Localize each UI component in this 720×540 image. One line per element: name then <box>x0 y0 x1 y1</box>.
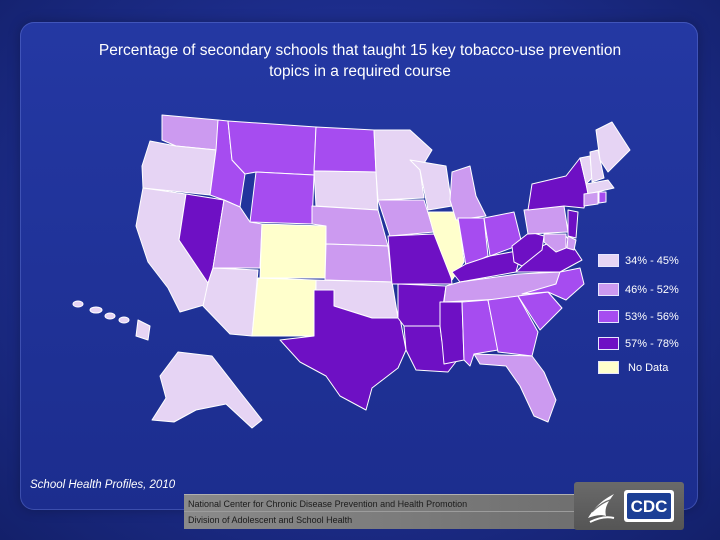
state-sd <box>314 171 378 210</box>
state-hi <box>73 301 150 340</box>
legend-label: No Data <box>628 361 669 374</box>
legend-item <box>598 310 679 323</box>
state-ny <box>528 158 588 210</box>
footer-divider <box>184 511 584 512</box>
title-line-2: topics in a required course <box>269 63 451 80</box>
legend-label: 57% - 78% <box>625 337 679 350</box>
state-nd <box>314 127 376 172</box>
state-ri <box>599 192 606 203</box>
legend-swatch <box>598 337 619 350</box>
legend-item <box>598 361 668 374</box>
footer-center-name: National Center for Chronic Disease Prevention and Health Promotion <box>188 499 468 509</box>
state-co <box>260 224 326 278</box>
logo-area <box>574 482 684 530</box>
legend-swatch <box>598 254 619 267</box>
state-ms <box>440 302 464 364</box>
source-citation: School Health Profiles, 2010 <box>30 479 176 491</box>
footer-division-name: Division of Adolescent and School Health <box>188 515 353 525</box>
state-az <box>203 268 258 336</box>
legend-label: 34% - 45% <box>625 254 679 267</box>
state-ak <box>152 352 262 428</box>
state-ar <box>398 284 446 326</box>
legend-item <box>598 283 679 296</box>
state-wy <box>250 172 314 224</box>
state-ia <box>378 200 434 236</box>
cdc-logo <box>574 482 684 530</box>
legend-label: 53% - 56% <box>625 310 679 323</box>
legend-swatch <box>598 310 619 323</box>
state-fl <box>474 354 556 422</box>
state-mt <box>228 121 316 175</box>
legend-item <box>598 254 679 267</box>
legend-label: 46% - 52% <box>625 283 679 296</box>
state-mi <box>450 166 486 220</box>
legend-item <box>598 337 679 350</box>
legend-swatch <box>598 283 619 296</box>
footer-bar <box>184 494 584 529</box>
state-nm <box>252 278 316 336</box>
legend-swatch <box>598 361 619 374</box>
state-or <box>142 141 216 195</box>
title-line-1: Percentage of secondary schools that taught 15 key tobacco-use prevention <box>98 42 622 59</box>
state-ks <box>325 244 392 282</box>
state-ct <box>584 192 598 206</box>
state-nj <box>568 210 578 238</box>
svg-text:CDC: CDC <box>630 497 668 516</box>
